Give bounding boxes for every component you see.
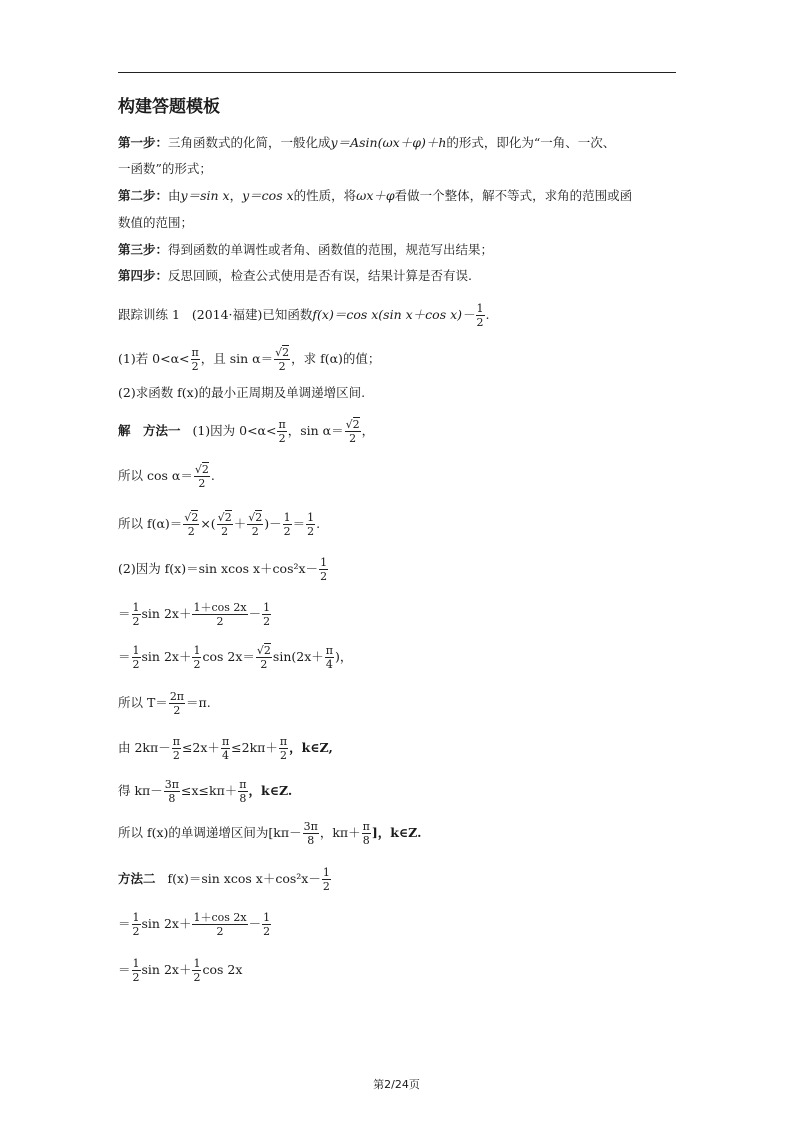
fraction	[132, 957, 141, 984]
solution-cos: 所以 cos α＝ √ $\frac{2}{2}$ .	[118, 463, 215, 490]
frac-den: 4	[222, 749, 230, 762]
fraction	[274, 346, 290, 373]
fraction	[277, 418, 286, 445]
sol-text: (2)因为 f(x)＝sin xcos x＋cos²x－	[118, 561, 319, 576]
step-2-sep: ，	[229, 188, 243, 203]
sol-text: ，sin α＝	[287, 423, 344, 438]
part-1-pre: (1)若 0<α<	[118, 351, 190, 366]
sol-text: ＋	[233, 516, 247, 531]
frac-num: 1	[193, 957, 201, 970]
fraction	[192, 601, 247, 628]
sqrt-arg: 2	[255, 511, 263, 524]
sol-text: ＝	[118, 606, 131, 621]
frac-num: 1＋cos 2x	[193, 601, 247, 614]
frac-den: 2	[320, 570, 328, 583]
fraction	[192, 957, 201, 984]
frac-num: 1	[132, 644, 140, 657]
solution-part-2	[118, 556, 329, 583]
frac-num: 1	[263, 911, 271, 924]
frac-num: 1	[307, 511, 315, 524]
frac-num: 1	[132, 601, 140, 614]
frac-num	[217, 511, 233, 525]
sol-text: －	[248, 916, 262, 931]
frac-num: 1	[283, 511, 291, 524]
fraction	[183, 511, 199, 538]
fraction	[192, 911, 247, 938]
fraction	[306, 511, 315, 538]
step-1-line-1	[118, 134, 615, 152]
fraction	[345, 418, 361, 445]
sol-text: ≤2kπ＋	[231, 740, 278, 755]
frac-den: 2	[283, 525, 291, 538]
problem-expr: f(x)＝cos x(sin x＋cos x)－	[312, 307, 475, 322]
solution-intro: 解 方法一	[118, 423, 181, 438]
top-rule	[118, 72, 676, 73]
sol-text: ＝	[118, 649, 131, 664]
page-number: 第2/24页	[373, 1078, 420, 1091]
solution-line-1	[118, 418, 374, 445]
sol-text: ＝	[118, 916, 131, 931]
frac-num: π	[172, 735, 180, 748]
step-1-text-2: 的形式，即化为“一角、一次、	[446, 135, 616, 150]
frac-num: 2π	[169, 690, 185, 703]
fraction	[238, 778, 247, 805]
frac-den: 2	[191, 360, 199, 373]
sqrt-arg: 2	[224, 511, 232, 524]
problem-part-1	[118, 346, 380, 373]
frac-num: 1	[132, 911, 140, 924]
sqrt-arg: 2	[282, 346, 290, 359]
frac-den: 2	[263, 615, 271, 628]
frac-den: 2	[132, 615, 140, 628]
frac-den: 2	[198, 477, 206, 490]
frac-den: 8	[239, 792, 247, 805]
sol-text: ×(	[200, 516, 216, 531]
frac-den: 2	[322, 880, 330, 893]
fraction	[362, 820, 371, 847]
method-2-line-2	[118, 911, 272, 938]
step-2-line-2: 数值的范围；	[118, 215, 194, 230]
fraction	[192, 644, 201, 671]
frac-num: 1	[193, 644, 201, 657]
step-1-line-2: 一函数”的形式；	[118, 161, 212, 176]
sol-text: cos 2x	[202, 962, 243, 977]
sol-text: (1)因为 0<α<	[192, 423, 277, 438]
frac-den: 2	[280, 749, 287, 762]
frac-den: 2	[251, 525, 259, 538]
frac-den: 2	[278, 432, 286, 445]
sol-text: －	[248, 606, 262, 621]
sol-text: 由 2kπ－	[118, 740, 171, 755]
frac-den: 2	[193, 971, 201, 984]
frac-num: 1＋cos 2x	[193, 911, 247, 924]
method-2-line-3	[118, 957, 242, 984]
step-3-label: 第三步：	[118, 242, 169, 257]
solution-period	[118, 690, 211, 717]
frac-num	[256, 644, 272, 658]
frac-num: π	[278, 418, 286, 431]
fraction	[283, 511, 292, 538]
frac-den: 2	[172, 749, 180, 762]
fraction	[262, 601, 271, 628]
frac-den: 2	[132, 925, 140, 938]
frac-num: π	[362, 820, 370, 833]
sol-text: ，k∈Z,	[289, 740, 333, 755]
frac-num: π	[221, 735, 230, 748]
sol-text: ]，k∈Z.	[371, 825, 422, 840]
frac-num: π	[325, 644, 333, 657]
sol-text: sin 2x＋	[141, 649, 192, 664]
fraction	[132, 911, 141, 938]
frac-den: 2	[260, 658, 268, 671]
fraction	[325, 644, 334, 671]
frac-num: 1	[263, 601, 271, 614]
frac-den: 4	[325, 658, 333, 671]
frac-num: π	[279, 735, 288, 748]
sol-text: ≤2x＋	[181, 740, 220, 755]
frac-den: 2	[187, 525, 195, 538]
sol-text: sin 2x＋	[141, 916, 192, 931]
step-2-formula-cos: y＝cos x	[242, 188, 294, 203]
sol-text: 所以 f(α)＝	[118, 516, 183, 531]
sol-text: )－	[264, 516, 282, 531]
fraction	[322, 866, 331, 893]
step-4-text: 反思回顾，检查公式使用是否有误，结果计算是否有误.	[168, 268, 472, 283]
problem-source: (2014·福建)已知函数	[191, 307, 313, 322]
fraction	[279, 735, 288, 762]
frac-num: 3π	[303, 820, 318, 833]
frac-num	[274, 346, 290, 360]
fraction	[191, 346, 200, 373]
step-2-text-3: 看做一个整体，解不等式，求角的范围或函	[394, 188, 633, 203]
solution-f-alpha: 所以 f(α)＝ √ $\frac{2}{2}$ ×( √ $\frac{2}{2}$ ＋ √ $\frac{2}{2}$ )－ $\frac{1}{2}$ ＝ $\frac{1}{2}$ .	[118, 511, 320, 538]
sol-text: cos 2x＝	[202, 649, 255, 664]
part-1-post: ，求 f(α)的值；	[291, 351, 381, 366]
fraction	[132, 644, 141, 671]
frac-num	[247, 511, 263, 525]
sol-text: sin 2x＋	[141, 606, 192, 621]
sol-text: )，	[334, 649, 353, 664]
sol-text: ，kπ＋	[319, 825, 361, 840]
solution-eq-1	[118, 601, 272, 628]
frac-den: 2	[193, 658, 201, 671]
frac-num: 1	[320, 556, 328, 569]
sol-text: sin(2x＋	[272, 649, 324, 664]
sqrt-arg: 2	[352, 418, 360, 431]
solution-get	[118, 778, 292, 805]
sol-text: ＝	[292, 516, 306, 531]
step-3-text: 得到函数的单调性或者角、函数值的范围，规范写出结果；	[168, 242, 494, 257]
fraction	[172, 735, 181, 762]
solution-inequality	[118, 735, 333, 762]
frac-num: π	[191, 346, 199, 359]
method-2-line-1	[118, 866, 332, 893]
fraction	[262, 911, 271, 938]
sqrt-arg: 2	[191, 511, 199, 524]
step-4-label: 第四步：	[118, 268, 169, 283]
frac-den: 2	[278, 360, 286, 373]
step-2-formula-phase: ωx＋φ	[356, 188, 395, 203]
step-1-label: 第一步：	[118, 135, 169, 150]
section-heading: 构建答题模板	[118, 97, 220, 117]
fraction	[132, 601, 141, 628]
frac-den: 2	[349, 432, 357, 445]
problem-part-2: (2)求函数 f(x)的最小正周期及单调递增区间.	[118, 385, 366, 400]
solution-increasing-interval	[118, 820, 421, 847]
sol-text: 所以 f(x)的单调递增区间为[kπ－	[118, 825, 302, 840]
method-2-label: 方法二	[118, 871, 156, 886]
frac-den: 2	[173, 704, 181, 717]
frac-num	[194, 463, 210, 477]
frac-num	[183, 511, 199, 525]
frac-den: 2	[216, 615, 224, 628]
step-2-label: 第二步：	[118, 188, 169, 203]
frac-den: 2	[132, 658, 140, 671]
step-2-text-2: 的性质，将	[293, 188, 357, 203]
step-3	[118, 241, 493, 259]
fraction	[164, 778, 180, 805]
frac-num: 3π	[164, 778, 179, 791]
sol-text: sin 2x＋	[141, 962, 192, 977]
fraction	[247, 511, 263, 538]
frac-num: 1	[322, 866, 330, 879]
frac-den: 8	[362, 834, 370, 847]
step-1-formula: y＝Asin(ωx＋φ)＋h	[330, 135, 447, 150]
step-2-formula-sin: y＝sin x	[180, 188, 230, 203]
fraction	[476, 302, 485, 329]
step-2-text: 由	[168, 188, 181, 203]
fraction	[303, 820, 319, 847]
fraction	[319, 556, 328, 583]
sol-text: ≤x≤kπ＋	[181, 783, 238, 798]
sol-text: 所以 cos α＝	[118, 468, 193, 483]
frac-den: 8	[307, 834, 315, 847]
sol-text: 得 kπ－	[118, 783, 163, 798]
solution-eq-2	[118, 644, 352, 671]
sol-text: ＝π.	[186, 695, 211, 710]
problem-statement: 跟踪训练 1 (2014·福建)已知函数f(x)＝cos x(sin x＋cos x)－ $\frac{1}{2}$ .	[118, 302, 490, 329]
problem-label: 跟踪训练 1	[118, 307, 180, 322]
part-1-mid: ，且 sin α＝	[200, 351, 274, 366]
sqrt-arg: 2	[201, 463, 209, 476]
sol-text: ＝	[118, 962, 131, 977]
step-1-text: 三角函数式的化简，一般化成	[168, 135, 331, 150]
frac-den: 2	[476, 316, 484, 329]
fraction	[169, 690, 185, 717]
frac-den: 2	[221, 525, 229, 538]
frac-den: 2	[216, 925, 224, 938]
sol-text: ，	[361, 423, 375, 438]
step-2-line-1	[118, 187, 632, 205]
frac-num: 1	[132, 957, 140, 970]
fraction	[256, 644, 272, 671]
sqrt-arg: 2	[263, 644, 271, 657]
sol-text: f(x)＝sin xcos x＋cos²x－	[167, 871, 321, 886]
sol-text: ，k∈Z.	[248, 783, 293, 798]
frac-num: π	[239, 778, 247, 791]
step-4	[118, 267, 472, 285]
frac-den: 2	[307, 525, 315, 538]
frac-den: 2	[263, 925, 271, 938]
fraction	[221, 735, 230, 762]
sol-text: 所以 T＝	[118, 695, 168, 710]
frac-den: 2	[132, 971, 140, 984]
frac-num	[345, 418, 361, 432]
frac-num: 1	[476, 302, 484, 315]
fraction	[217, 511, 233, 538]
frac-den: 8	[168, 792, 176, 805]
fraction	[194, 463, 210, 490]
